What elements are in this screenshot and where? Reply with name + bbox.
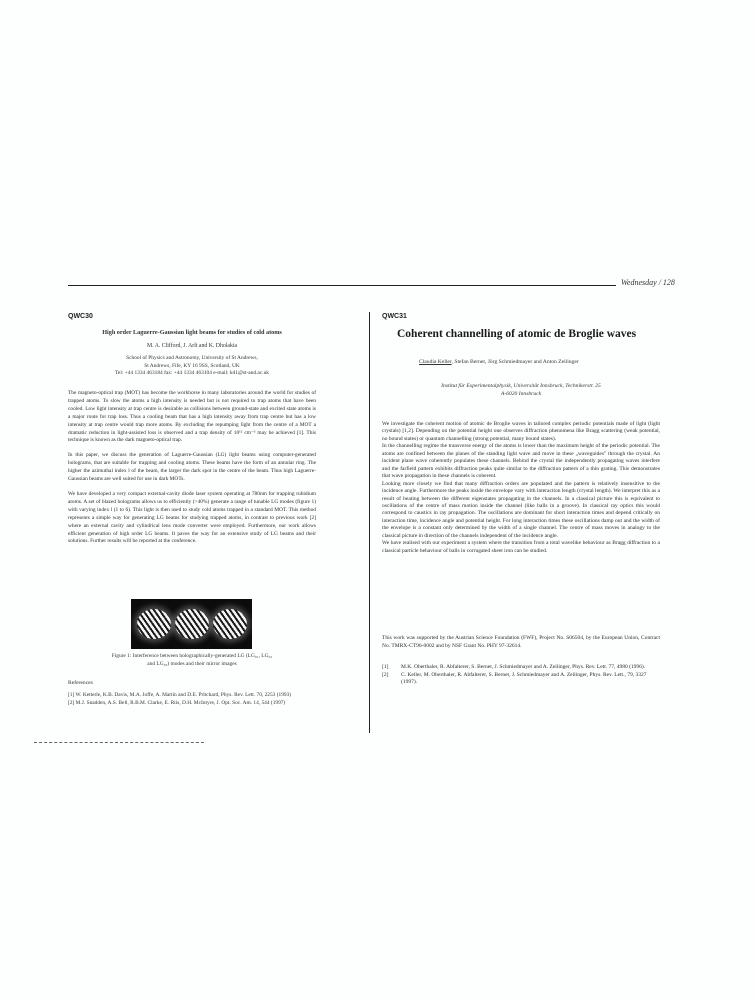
- running-head: Wednesday / 128: [621, 278, 675, 287]
- left-paper-body: [68, 390, 316, 553]
- footer-rule: [34, 742, 204, 743]
- right-paper-title: Coherent channelling of atomic de Broglie waves: [397, 328, 637, 340]
- acknowledgement: This work was supported by the Austrian Science Foundation (FWF), Project No. S06504, by the European Union, Contract No. TMRX-CT96-0002 and by NSF Grant No. PHY 97-32614.: [382, 635, 660, 649]
- column-divider: [369, 312, 370, 733]
- left-paragraph: In this paper, we discuss the generation of Laguerre-Gaussian (LG) light beams using computer-generated holograms, that are suitable for trapping and cooling atoms. These beams have the form of an annular ring. The higher the azimuthal index l of the beam, the larger the dark spot in the centre of the beam. Thus high Laguerre-Gaussian beams are well suited for use in dark MOTs.: [68, 452, 316, 483]
- left-paper-authors: M. A. Clifford, J. Arlt and K. Dholakia: [146, 343, 238, 349]
- lg-mode-pattern-3: [213, 609, 247, 639]
- reference-item: [2] M.J. Snadden, A.S. Bell, R.B.M. Clarke, E. Riis, D.H. McIntyre, J. Opt. Soc. Am. 14, 544 (1997): [68, 700, 286, 707]
- right-paragraph: We investigate the coherent motion of atomic de Broglie waves in tailored complex periodic potentials made of light (light crystals) [1,2]. Depending on the potential height one observes diffraction phenomena like Bragg scattering (weak potential, no bound states) or quantum channelling (strong potential, many bound states).: [382, 421, 660, 442]
- left-paragraph: The magneto-optical trap (MOT) has become the workhorse in many laboratories around the world for studies of trapped atoms. To slow the atoms a high intensity is needed but is not required to trap atoms that have been cooled. Low light intensity at trap centre is desirable as collisions between ground-state and excited state atoms is a major route for trap loss. Thus a cooling beam that has a high intensity away from trap centre but has a low intensity at trap centre would trap more atoms. By excluding the repumping light from the centre of a MOT a dramatic reduction in light-assisted loss is observed and a trap density of 10¹² cm⁻³ may be achieved [1]. This technique is known as the dark magneto-optical trap.: [68, 390, 316, 444]
- references-heading: References: [68, 680, 93, 686]
- right-paper-authors: Claudia Keller, Stefan Bernet, Jörg Schmiedmayer and Anton Zeilinger: [419, 359, 579, 365]
- left-paper-affiliation: School of Physics and Astronomy, University of St Andrews, St Andrews, Fife, KY 16 9SS, Scotland, UK Tel: +44 1334 463184 fax: +44 1334 463104 e-mail: kd1@st-and.ac.uk: [115, 355, 269, 377]
- reference-item: [1] M.K. Oberthaler, R. Abfalterer, S. Bernet, J. Schmiedmayer and A. Zeilinger, Phys. Rev. Lett. 77, 4980 (1996).: [382, 664, 646, 670]
- lg-mode-pattern-1: [137, 609, 171, 639]
- interference-figure-image: [131, 599, 252, 649]
- left-paper-code: QWC30: [68, 313, 93, 320]
- right-paragraph: We have realised with our experiment a system where the transition from a total wavelike behaviour as Bragg diffraction to a classical particle behaviour of balls in corrugated sheet iron can be studied.: [382, 540, 660, 554]
- left-paragraph: We have developed a very compact external-cavity diode laser system operating at 780nm for trapping rubidium atoms. A set of blazed holograms allows us to efficiently (>40%) generate a range of tunable LG modes (figure 1) with varying index l (1 to 6). This light is then used to study cold atoms trapped in a standard MOT. This method represents a simple way for generating LG beams for studying trapped atoms, in contrast to previous work [2] where an external cavity and cylindrical lens mode converter were employed. Furthermore, our work allows efficient generation of high order LG beams. It paves the way for an extensive study of LG beams and their solutions. Further results will be reported at the conference.: [68, 490, 316, 545]
- presenting-author: Claudia Keller: [419, 359, 452, 365]
- right-paper-body: [382, 421, 660, 555]
- figure-caption: Figure 1: Interference between holographically-generated LG (LG₀₁, LG₀₂ and LG₀₃) modes and their mirror images: [111, 653, 273, 667]
- right-references: [382, 664, 660, 687]
- left-paper-title: High order Laguerre-Gaussian light beams for studies of cold atoms: [102, 329, 282, 336]
- header-rule: [68, 285, 616, 286]
- left-references: [68, 692, 316, 708]
- reference-item: [1] W. Ketterle, K.B. Davis, M.A. Joffe, A. Martin and D.E. Pritchard, Phys. Rev. Lett. 70, 2253 (1993): [68, 692, 292, 698]
- reference-item: [2] C. Keller, M. Oberthaler, R. Abfalterer, S. Bernet, J. Schmiedmayer and A. Zeilinger, Phys. Rev. Lett., 79, 3327 (1997).: [382, 671, 647, 686]
- right-paragraph: In the channelling regime the transverse energy of the atoms is lower than the maximum height of the periodic potential. The atoms are confined between the planes of the standing light wave and move in these „waveguides" through the crystal. An incident plane wave coherently populates these channels. Behind the crystal the independently propagating waves interfere and the farfield pattern exhibits diffraction peaks quite similar to the diffraction pattern of a thin grating. This demonstrates that wave propagation in these channels is coherent.: [382, 443, 660, 480]
- lg-mode-pattern-2: [175, 609, 209, 639]
- right-paper-affiliation: Institut für Experimentalphysik, Universität Innsbruck, Technikerstr. 25 A-6020 Innsbruck: [441, 383, 601, 397]
- right-paper-code: QWC31: [382, 313, 407, 320]
- right-paragraph: Looking more closely we find that many diffraction orders are populated and the pattern is relatively insensitive to the incidence angle. Furthermore the peaks inside the envelope vary with interaction length (crystal length). We interpret this as a result of beating between the different eigenstates propagating in the channels. In a classical picture this is equivalent to oscillations of the centre of mass motion inside the channel (like balls in a groove). In classical ray optics this would correspond to caustics in ray propagation. The oscillations are dominant for short interaction times and depend critically on interaction time, incidence angle and potential height. For long interaction times these oscillations damp out and the width of the envelope is a constant only determined by the width of a single channel. The centre of mass moves in analogy to the classical picture in direction of the channels independent of the incidence angle.: [382, 480, 660, 539]
